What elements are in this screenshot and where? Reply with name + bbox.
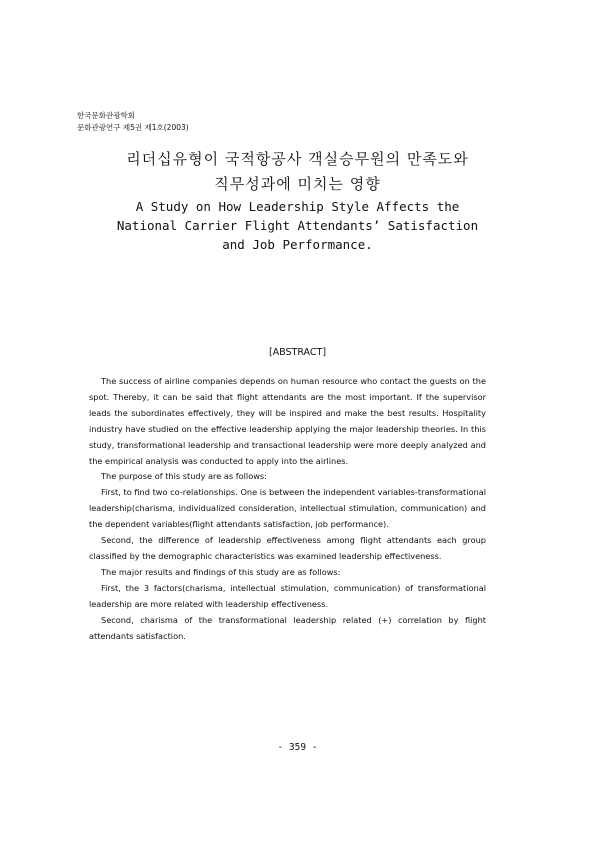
abstract-paragraph: The major results and findings of this study are as follows: <box>101 566 341 577</box>
english-title-line-3: and Job Performance. <box>222 237 373 252</box>
korean-title <box>60 147 535 197</box>
english-title-line-2: National Carrier Flight Attendants’ Satisfaction <box>116 218 479 233</box>
journal-citation: 문화관광연구 제5권 제1호(2003) <box>77 123 189 132</box>
korean-title-line-2: 직무성과에 미치는 영향 <box>214 175 381 193</box>
abstract-heading: [ABSTRACT] <box>268 347 327 358</box>
abstract-paragraph: Second, charisma of the transformational leadership related (+) correlation by flight attendants satisfaction. <box>89 614 486 641</box>
korean-title-line-1: 리더십유형이 국적항공사 객실승무원의 만족도와 <box>126 150 469 168</box>
abstract-body <box>89 374 486 644</box>
page-number: - 359 - <box>277 742 318 753</box>
abstract-paragraph: First, to find two co-relationships. One is between the independent variables-transformational leadership(charisma, individualized consideration, intellectual stimulation, communication) and the dependent variables(flight attendants satisfaction, job performance). <box>89 487 486 530</box>
abstract-paragraph: The purpose of this study are as follows: <box>101 471 267 482</box>
journal-header <box>77 110 189 134</box>
abstract-paragraph: The success of airline companies depends on human resource who contact the guests on the spot. Thereby, it can be said that flight attendants are the most important. If the supervisor leads the subordinates effectively, they will be inspired and make the best results. Hospitality industry have studied on the effective leadership applying the major leadership theories. In this study, transformational leadership and transactional leadership were more deeply analyzed and the empirical analysis was conducted to apply into the airlines. <box>89 376 486 466</box>
abstract-paragraph: First, the 3 factors(charisma, intellectual stimulation, communication) of transformational leadership are more related with leadership effectiveness. <box>89 582 486 609</box>
english-title-line-1: A Study on How Leadership Style Affects the <box>135 199 460 214</box>
publisher-name: 한국문화관광학회 <box>77 111 135 120</box>
abstract-paragraph: Second, the difference of leadership effectiveness among flight attendants each group classified by the demographic characteristics was examined leadership effectiveness. <box>89 535 486 561</box>
english-title <box>60 197 535 254</box>
